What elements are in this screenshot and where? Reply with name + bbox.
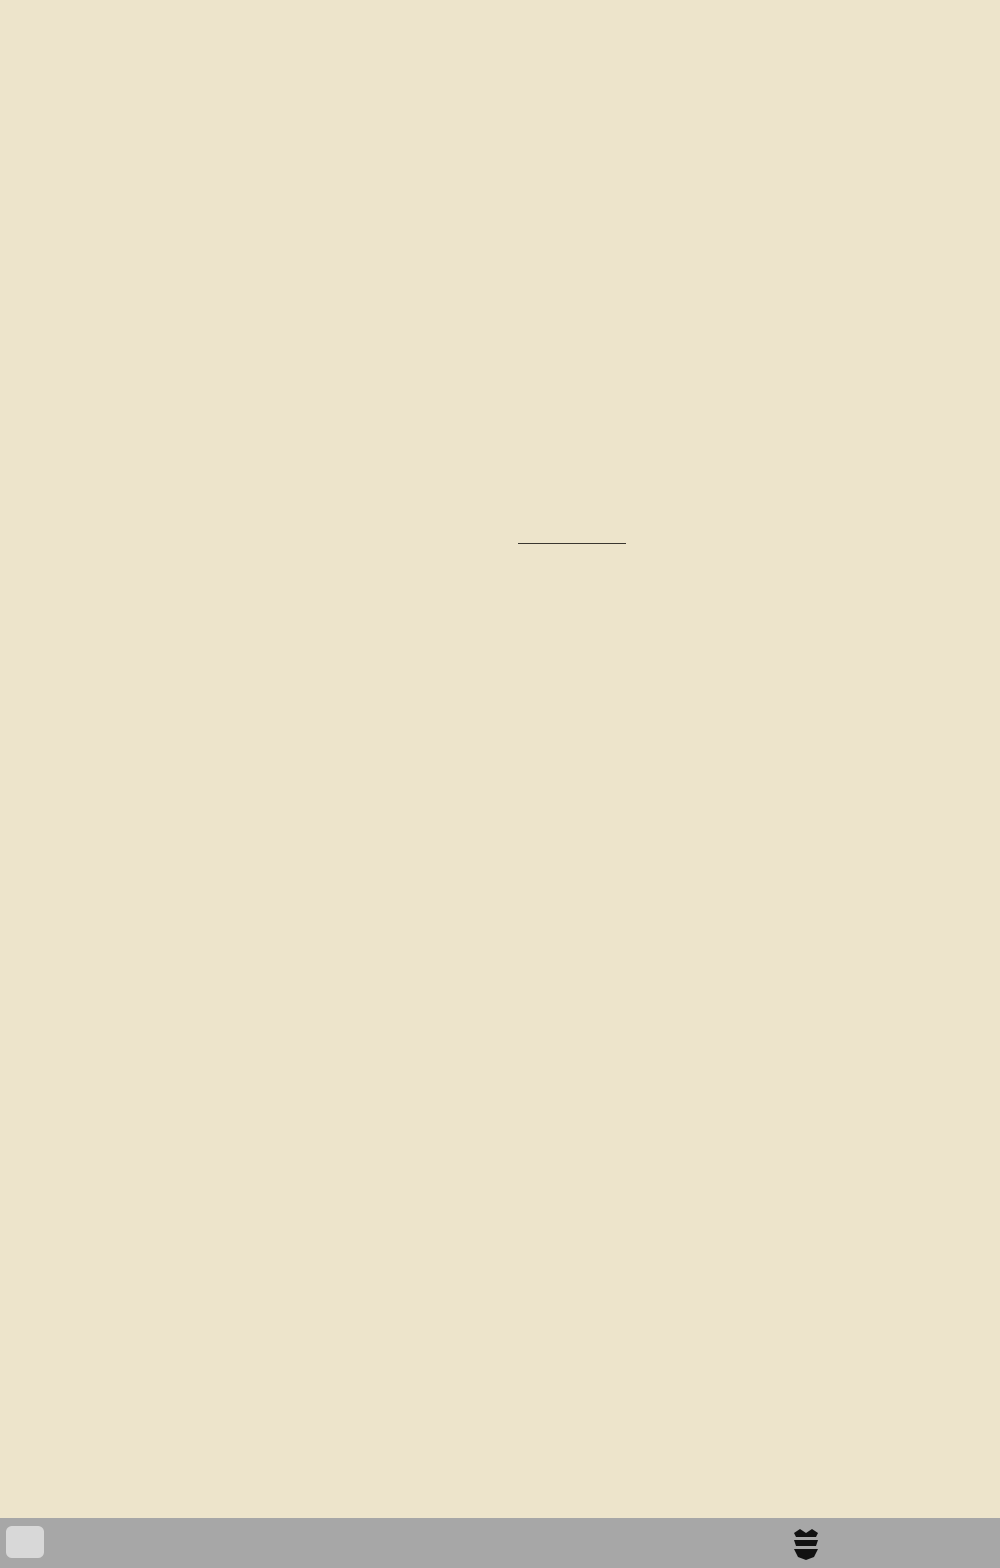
footer-bar bbox=[0, 1518, 1000, 1568]
section-divider bbox=[518, 543, 626, 544]
blb-logo[interactable] bbox=[6, 1526, 44, 1558]
coat-of-arms-icon[interactable] bbox=[790, 1527, 822, 1561]
